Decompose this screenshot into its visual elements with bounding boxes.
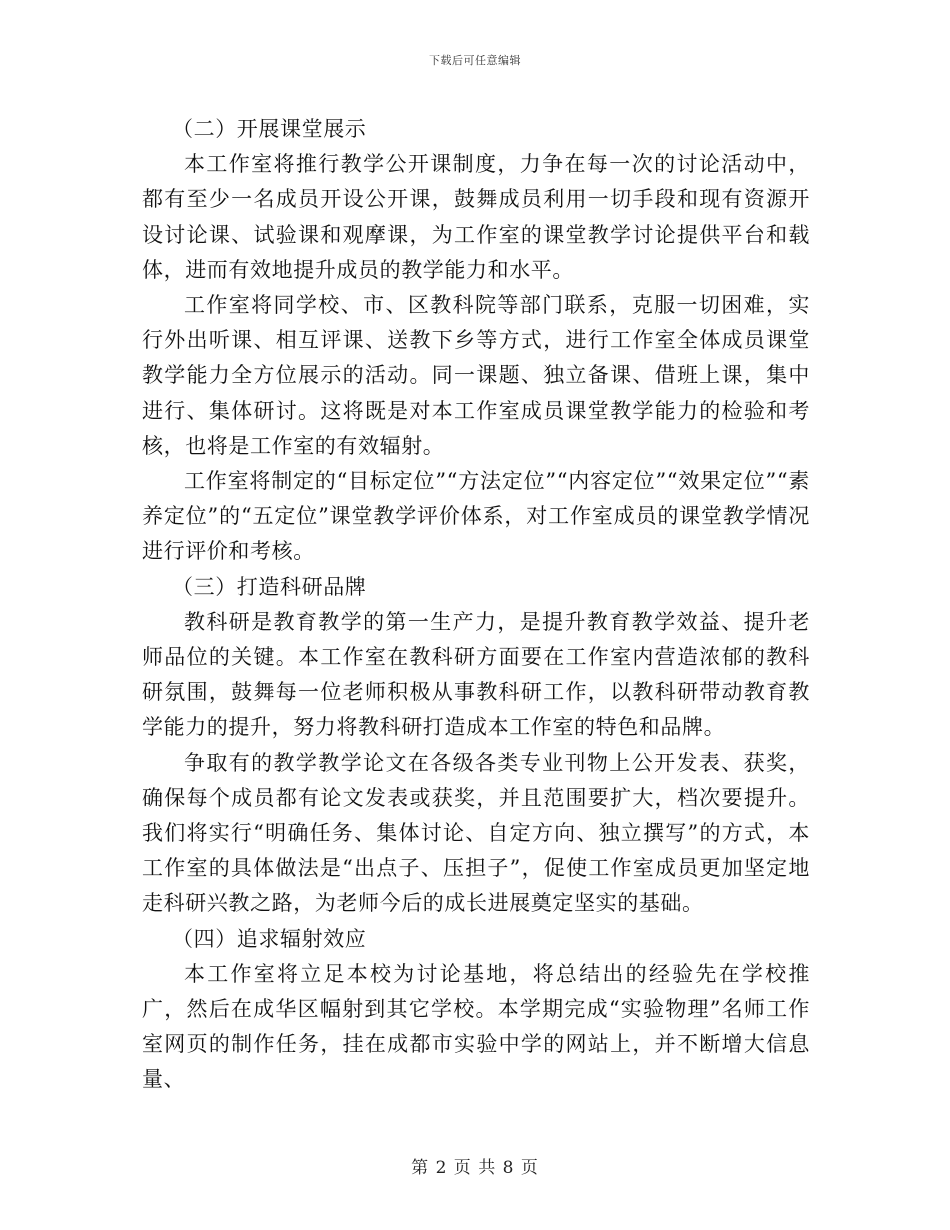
section-heading: （二）开展课堂展示 [172,117,367,141]
paragraph: 本工作室将立足本校为讨论基地，将总结出的经验先在学校推广，然后在成华区幅射到其它学校。本学期完成“实验物理”名师工作室网页的制作任务，挂在成都市实验中学的网站上，并不断增大信息量、 [142,961,810,1092]
paragraph: 争取有的教学教学论文在各级各类专业刊物上公开发表、获奖，确保每个成员都有论文发表或获奖，并且范围要扩大，档次要提升。我们将实行“明确任务、集体讨论、自定方向、独立撰写”的方式，本工作室的具体做法是“出点子、压担子”，促使工作室成员更加坚定地走科研兴教之路，为老师今后的成长进展奠定坚实的基础。 [142,750,810,916]
page-number: 第 2 页 共 8 页 [411,1158,539,1178]
paragraph: 本工作室将推行教学公开课制度，力争在每一次的讨论活动中，都有至少一名成员开设公开课，鼓舞成员利用一切手段和现有资源开设讨论课、试验课和观摩课，为工作室的课堂教学讨论提供平台和载体，进而有效地提升成员的教学能力和水平。 [142,152,810,282]
paragraph: 工作室将制定的“目标定位”“方法定位”“内容定位”“效果定位”“素养定位”的“五定位”课堂教学评价体系，对工作室成员的课堂教学情况进行评价和考核。 [142,469,810,564]
page-header-note: 下载后可任意编辑 [429,54,521,67]
section-heading: （三）打造科研品牌 [172,574,367,599]
paragraph: 教科研是教育教学的第一生产力，是提升教育教学效益、提升老师品位的关键。本工作室在教科研方面要在工作室内营造浓郁的教科研氛围，鼓舞每一位老师积极从事教科研工作，以教科研带动教育教学能力的提升，努力将教科研打造成本工作室的特色和品牌。 [142,609,810,740]
section-heading: （四）追求辐射效应 [172,926,367,951]
paragraph: 工作室将同学校、市、区教科院等部门联系，克服一切困难，实行外出听课、相互评课、送教下乡等方式，进行工作室全体成员课堂教学能力全方位展示的活动。同一课题、独立备课、借班上课，集中进行、集体研讨。这将既是对本工作室成员课堂教学能力的检验和考核，也将是工作室的有效辐射。 [142,293,810,458]
document-body [142,112,810,1098]
